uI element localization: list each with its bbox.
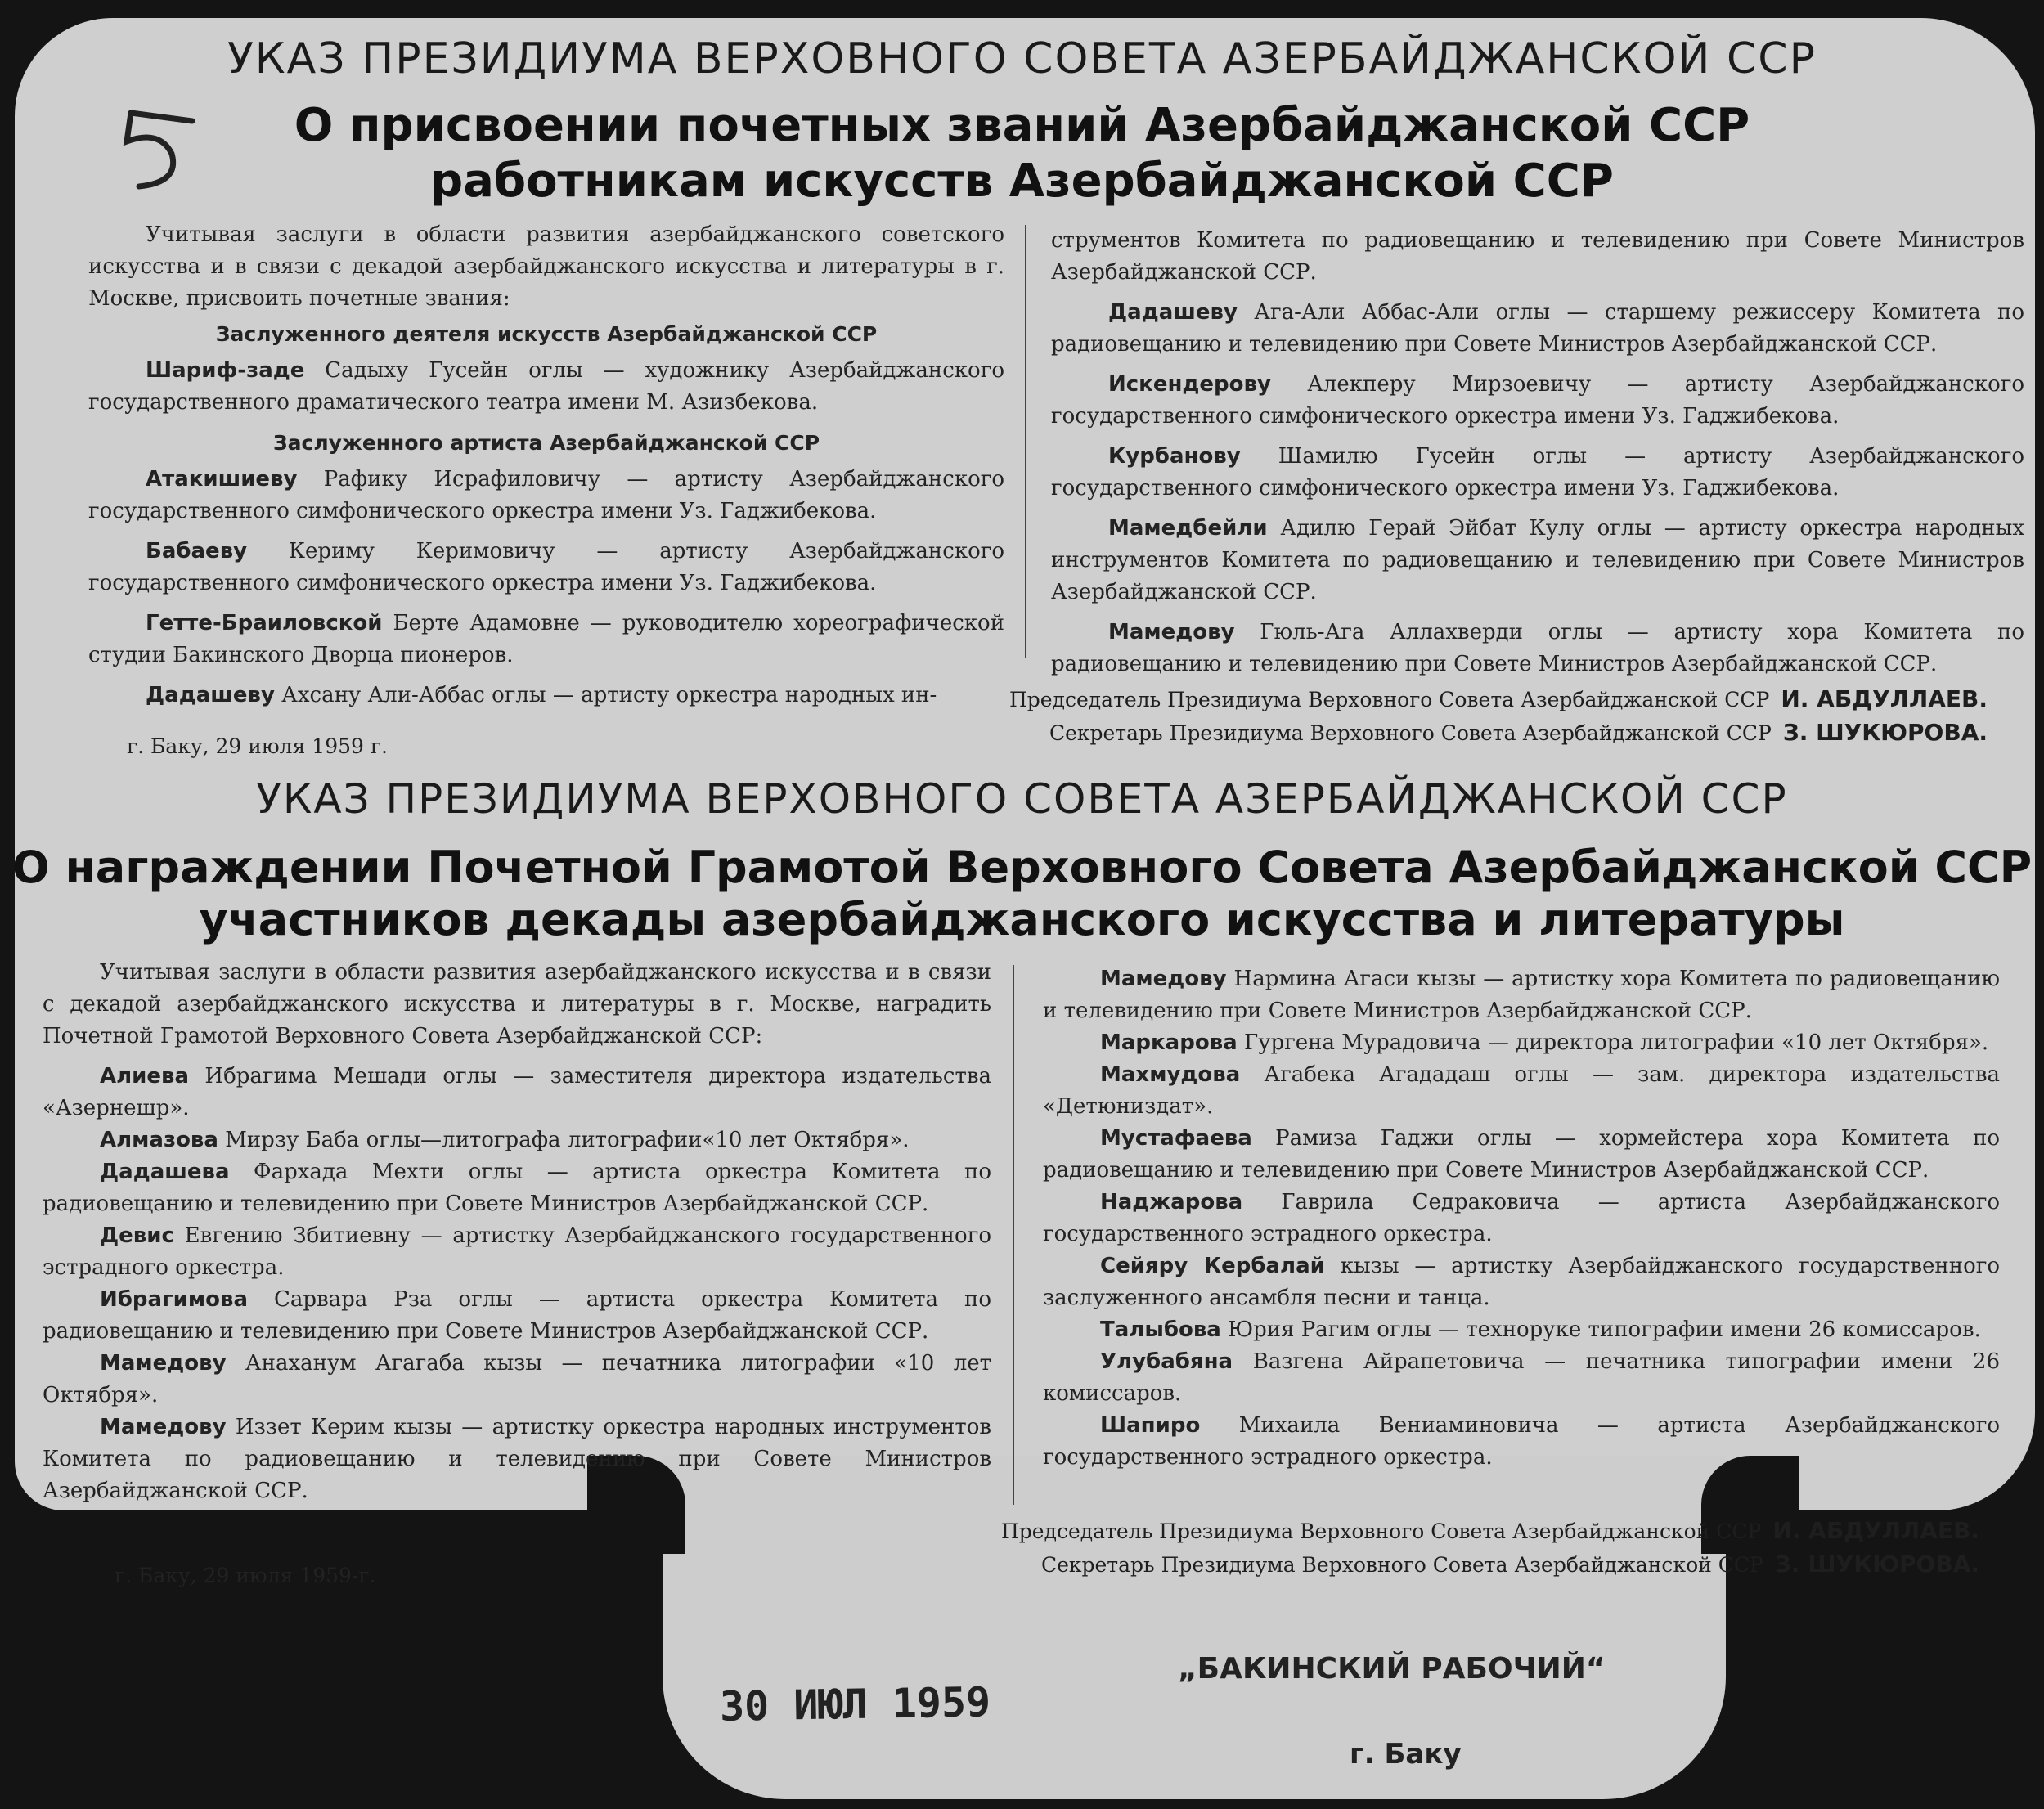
decree2-signature-chairman: [458, 1515, 1979, 1548]
decree2-right-entry9-name: Шапиро: [1100, 1413, 1201, 1438]
decree2-right-entry8-name: Улубабяна: [1100, 1349, 1233, 1374]
decree1-chairman-role: Председатель Президиума Верховного Совета Азербайджанской ССР: [1009, 688, 1770, 711]
decree2-secretary-name: З. ШУКЮРОВА.: [1774, 1551, 1979, 1578]
decree2-left-entry7-text: Иззет Керим кызы — артистку оркестра народных инструментов Комитета по радиовещанию и телевидению при Совете Министров Азербайджанской ССР.: [43, 1415, 991, 1503]
decree1-entry4-name: Гетте-Браиловской: [146, 611, 383, 635]
decree1-right-column: [1051, 225, 2024, 689]
decree2-header: УКАЗ ПРЕЗИДИУМА ВЕРХОВНОГО СОВЕТА АЗЕРБАЙДЖАНСКОЙ ССР: [256, 775, 1788, 823]
decree2-left-entry2-text: Мирзу Баба оглы—литографа литографии«10 лет Октября».: [218, 1128, 910, 1152]
decree2-intro: Учитывая заслуги в области развития азербайджанского искусства и в связи с декадой азербайджанского искусства и литературы в г. Москве, наградить Почетной Грамотой Верховного Совета Азербайджанской ССР:: [43, 960, 991, 1048]
decree2-left-entry1-text: Ибрагима Мешади оглы — заместителя директора издательства «Азернешр».: [43, 1064, 991, 1120]
decree1-right-entry4-name: Мамедбейли: [1108, 516, 1268, 541]
decree2-right-entry7-name: Талыбова: [1100, 1317, 1221, 1342]
decree1-right-entry1-text: Ага-Али Аббас-Али оглы — старшему режиссеру Комитета по радиовещанию и телевидению при Совете Министров Азербайджанской ССР.: [1051, 300, 2024, 357]
decree1-right-entry1-name: Дадашеву: [1108, 300, 1238, 325]
decree2-right-entry3-text: Агабека Агададаш оглы — зам. директора издательства «Детюниздат».: [1043, 1062, 2000, 1119]
decree1-secretary-name: З. ШУКЮРОВА.: [1782, 719, 1988, 746]
decree1-right-entry2-name: Искендерову: [1108, 372, 1271, 397]
decree2-left-entry3-name: Дадашева: [100, 1160, 230, 1184]
decree1-left-column: [88, 219, 1004, 720]
decree2-right-entry2-text: Гургена Мурадовича — директора литографии «10 лет Октября».: [1237, 1030, 1989, 1055]
decree2-secretary-role: Секретарь Президиума Верховного Совета Азербайджанской ССР: [1040, 1553, 1763, 1577]
decree2-title-line2: участников декады азербайджанского искусства и литературы: [199, 894, 1845, 945]
decree2-right-entry5-text: Гаврила Седраковича — артиста Азербайджанского государственного эстрадного оркестра.: [1043, 1190, 2000, 1246]
decree1-place-date: г. Баку, 29 июля 1959 г.: [127, 734, 388, 758]
decree1-right-entry5-name: Мамедову: [1108, 620, 1235, 644]
decree1-signature-secretary: [491, 716, 1988, 750]
decree2-left-entry6-name: Мамедову: [100, 1351, 227, 1376]
decree1-right-entry4-text: Адилю Герай Эйбат Кулу оглы — артисту оркестра народных инструментов Комитета по радиовещанию и телевидению при Совете Министров Азербайджанской ССР.: [1051, 516, 2024, 604]
decree1-header: УКАЗ ПРЕЗИДИУМА ВЕРХОВНОГО СОВЕТА АЗЕРБАЙДЖАНСКОЙ ССР: [227, 34, 1817, 83]
decree1-rank2: Заслуженного артиста Азербайджанской ССР: [272, 431, 820, 455]
decree2-left-entry4-name: Девис: [100, 1223, 174, 1248]
newspaper-name-stamp: „БАКИНСКИЙ РАБОЧИЙ“: [1178, 1652, 1606, 1686]
decree2-column-divider: [1013, 965, 1014, 1505]
decree1-column-divider: [1025, 225, 1026, 658]
decree1-signatures: [491, 683, 1988, 750]
decree1-entry4-text: Берте Адамовне — руководителю хореографической студии Бакинского Дворца пионеров.: [88, 611, 1004, 667]
decree1-signature-chairman: [491, 683, 1988, 716]
decree2-left-column: [43, 957, 991, 1507]
decree2-right-entry7-text: Юрия Рагим оглы — техноруке типографии имени 26 комиссаров.: [1220, 1317, 1981, 1342]
decree2-left-entry4-text: Евгению Збитиевну — артистку Азербайджанского государственного эстрадного оркестра.: [43, 1223, 991, 1280]
decree2-signatures: [458, 1515, 1979, 1582]
decree2-right-entry5-name: Наджарова: [1100, 1190, 1243, 1214]
decree2-chairman-name: И. АБДУЛЛАЕВ.: [1772, 1517, 1979, 1544]
decree1-intro: Учитывая заслуги в области развития азербайджанского советского искусства и в связи с декадой азербайджанского искусства и литературы в г. Москве, присвоить почетные звания:: [88, 222, 1004, 311]
decree1-right-entry3-text: Шамилю Гусейн оглы — артисту Азербайджанского государственного симфонического оркестра имени Уз. Гаджибекова.: [1051, 444, 2024, 501]
decree2-right-entry9-text: Михаила Вениаминовича — артиста Азербайджанского государственного эстрадного оркестра.: [1043, 1413, 2000, 1470]
decree2-place-date: г. Баку, 29 июля 1959-г.: [115, 1564, 376, 1587]
decree1-entry5-text: Ахсану Али-Аббас оглы — артисту оркестра народных ин-: [274, 683, 937, 707]
date-stamp: 30 ИЮЛ 1959: [719, 1678, 991, 1730]
decree1-entry2-text: Рафику Исрафиловичу — артисту Азербайджанского государственного симфонического оркестра имени Уз. Гаджибекова.: [88, 467, 1004, 523]
decree2-right-entry1-name: Мамедову: [1100, 967, 1227, 991]
decree2-chairman-role: Председатель Президиума Верховного Совета Азербайджанской ССР: [1000, 1519, 1762, 1543]
decree2-signature-secretary: [458, 1548, 1979, 1582]
decree2-right-column: [1043, 963, 2000, 1474]
decree1-title-line2: работникам искусств Азербайджанской ССР: [430, 155, 1614, 208]
decree1-right-continuation: струментов Комитета по радиовещанию и телевидению при Совете Министров Азербайджанской ССР.: [1051, 228, 2024, 285]
decree1-right-entry2-text: Алекперу Мирзоевичу — артисту Азербайджанского государственного симфонического оркестра имени Уз. Гаджибекова.: [1051, 372, 2024, 429]
decree1-entry5-name: Дадашеву: [146, 683, 275, 707]
decree1-entry3-name: Бабаеву: [146, 539, 248, 563]
decree2-right-entry2-name: Маркарова: [1100, 1030, 1238, 1055]
decree1-rank1: Заслуженного деятеля искусств Азербайджанской ССР: [215, 322, 878, 346]
decree1-entry2-name: Атакишиеву: [146, 467, 298, 492]
decree2-left-entry5-name: Ибрагимова: [100, 1287, 248, 1312]
decree2-left-entry1-name: Алиева: [100, 1064, 190, 1089]
decree1-right-entry3-name: Курбанову: [1108, 444, 1241, 469]
decree1-chairman-name: И. АБДУЛЛАЕВ.: [1781, 685, 1988, 712]
decree2-right-entry6-name: Сейяру Кербалай: [1100, 1254, 1325, 1278]
decree1-entry3-text: Кериму Керимовичу — артисту Азербайджанского государственного симфонического оркестра имени Уз. Гаджибекова.: [88, 539, 1004, 595]
decree2-right-entry4-name: Мустафаева: [1100, 1126, 1252, 1151]
clipping-bottom-tab: [663, 1456, 1726, 1799]
decree1-title-line1: О присвоении почетных званий Азербайджанской ССР: [294, 99, 1750, 152]
decree1-entry1-name: Шариф-заде: [146, 358, 305, 383]
decree2-title-line1: О награждении Почетной Грамотой Верховного Совета Азербайджанской ССР: [11, 842, 2033, 893]
decree2-left-entry5-text: Сарвара Рза оглы — артиста оркестра Комитета по радиовещанию и телевидению при Совете Министров Азербайджанской ССР.: [43, 1287, 991, 1344]
decree2-right-entry4-text: Рамиза Гаджи оглы — хормейстера хора Комитета по радиовещанию и телевидению при Совете Министров Азербайджанской ССР.: [1043, 1126, 2000, 1183]
city-stamp: г. Баку: [1350, 1738, 1462, 1771]
decree1-secretary-role: Секретарь Президиума Верховного Совета Азербайджанской ССР: [1049, 721, 1772, 745]
decree2-left-entry6-text: Анаханум Агагаба кызы — печатника литографии «10 лет Октября».: [43, 1351, 991, 1407]
decree2-left-entry7-name: Мамедову: [100, 1415, 227, 1439]
decree2-right-entry3-name: Махмудова: [1100, 1062, 1241, 1087]
decree2-right-entry6-text: кызы — артистку Азербайджанского государственного заслуженного ансамбля песни и танца.: [1043, 1254, 2001, 1310]
decree2-left-entry2-name: Алмазова: [100, 1128, 218, 1152]
decree2-right-entry8-text: Вазгена Айрапетовича — печатника типографии имени 26 комиссаров.: [1043, 1349, 2000, 1406]
decree2-left-entry3-text: Фархада Мехти оглы — артиста оркестра Комитета по радиовещанию и телевидению при Совете Министров Азербайджанской ССР.: [43, 1160, 991, 1216]
decree1-entry1-text: Садыху Гусейн оглы — художнику Азербайджанского государственного драматического театра имени М. Азизбекова.: [88, 358, 1004, 415]
decree1-right-entry5-text: Гюль-Ага Аллахверди оглы — артисту хора Комитета по радиовещанию и телевидению при Совете Министров Азербайджанской ССР.: [1051, 620, 2024, 676]
decree2-right-entry1-text: Нармина Агаси кызы — артистку хора Комитета по радиовещанию и телевидению при Совете Министров Азербайджанской ССР.: [1043, 967, 2000, 1023]
